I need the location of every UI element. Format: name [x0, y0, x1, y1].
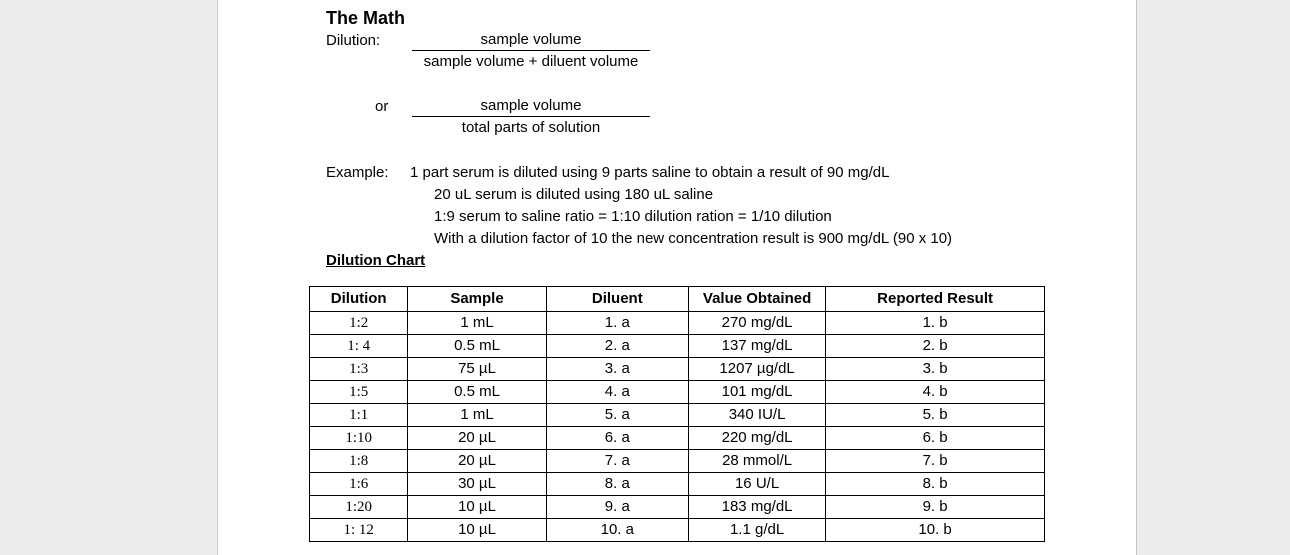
cell-reported-result: 4. b	[826, 381, 1045, 404]
cell-reported-result: 1. b	[826, 312, 1045, 335]
cell-value-obtained: 1.1 g/dL	[689, 519, 826, 542]
table-row	[310, 381, 1045, 404]
cell-dilution: 1:5	[310, 381, 408, 404]
table-row	[310, 450, 1045, 473]
or-label: or	[375, 98, 389, 115]
cell-dilution: 1:1	[310, 404, 408, 427]
header-value-obtained: Value Obtained	[689, 287, 826, 312]
cell-sample: 20 µL	[408, 450, 546, 473]
cell-reported-result: 10. b	[826, 519, 1045, 542]
cell-value-obtained: 16 U/L	[689, 473, 826, 496]
cell-reported-result: 8. b	[826, 473, 1045, 496]
example-line-4: With a dilution factor of 10 the new concentration result is 900 mg/dL (90 x 10)	[434, 230, 953, 247]
table-row	[310, 519, 1045, 542]
cell-diluent: 9. a	[546, 496, 688, 519]
cell-sample: 10 µL	[408, 496, 546, 519]
cell-reported-result: 5. b	[826, 404, 1045, 427]
example-line-2: 20 uL serum is diluted using 180 uL saline	[434, 186, 714, 203]
cell-value-obtained: 270 mg/dL	[689, 312, 826, 335]
cell-diluent: 1. a	[546, 312, 688, 335]
cell-dilution: 1: 4	[310, 335, 408, 358]
example-line-3: 1:9 serum to saline ratio = 1:10 dilution ration = 1/10 dilution	[434, 208, 832, 225]
dilution-label: Dilution:	[326, 32, 381, 49]
table-row	[310, 312, 1045, 335]
cell-dilution: 1:10	[310, 427, 408, 450]
dilution-numerator: sample volume	[412, 30, 650, 51]
alt-numerator: sample volume	[412, 96, 650, 117]
cell-sample: 1 mL	[408, 404, 546, 427]
table-row	[310, 427, 1045, 450]
cell-sample: 0.5 mL	[408, 381, 546, 404]
cell-diluent: 2. a	[546, 335, 688, 358]
alt-denominator: total parts of solution	[461, 119, 601, 136]
section-title: The Math	[326, 8, 405, 28]
table-row	[310, 496, 1045, 519]
cell-reported-result: 9. b	[826, 496, 1045, 519]
alt-fraction	[412, 96, 650, 139]
cell-sample: 20 µL	[408, 427, 546, 450]
cell-reported-result: 3. b	[826, 358, 1045, 381]
cell-dilution: 1:2	[310, 312, 408, 335]
cell-sample: 75 µL	[408, 358, 546, 381]
cell-value-obtained: 183 mg/dL	[689, 496, 826, 519]
cell-dilution: 1: 12	[310, 519, 408, 542]
cell-reported-result: 7. b	[826, 450, 1045, 473]
cell-sample: 30 µL	[408, 473, 546, 496]
document-page	[217, 0, 1137, 555]
cell-reported-result: 6. b	[826, 427, 1045, 450]
cell-value-obtained: 1207 µg/dL	[689, 358, 826, 381]
dilution-chart-heading: Dilution Chart	[326, 252, 426, 269]
header-dilution: Dilution	[310, 287, 408, 312]
header-sample: Sample	[408, 287, 546, 312]
cell-diluent: 8. a	[546, 473, 688, 496]
dilution-fraction	[412, 30, 650, 73]
cell-value-obtained: 137 mg/dL	[689, 335, 826, 358]
cell-value-obtained: 101 mg/dL	[689, 381, 826, 404]
table-row	[310, 404, 1045, 427]
cell-dilution: 1:20	[310, 496, 408, 519]
dilution-table	[309, 286, 1045, 542]
cell-value-obtained: 220 mg/dL	[689, 427, 826, 450]
dilution-denominator: sample volume + diluent volume	[423, 53, 639, 70]
header-reported-result: Reported Result	[826, 287, 1045, 312]
table-row	[310, 473, 1045, 496]
cell-diluent: 10. a	[546, 519, 688, 542]
cell-value-obtained: 28 mmol/L	[689, 450, 826, 473]
cell-sample: 0.5 mL	[408, 335, 546, 358]
example-label: Example:	[326, 164, 389, 181]
cell-diluent: 5. a	[546, 404, 688, 427]
table-header-row	[310, 287, 1045, 312]
cell-value-obtained: 340 IU/L	[689, 404, 826, 427]
table-row	[310, 358, 1045, 381]
header-diluent: Diluent	[546, 287, 688, 312]
cell-dilution: 1:8	[310, 450, 408, 473]
cell-sample: 1 mL	[408, 312, 546, 335]
table-row	[310, 335, 1045, 358]
cell-reported-result: 2. b	[826, 335, 1045, 358]
cell-dilution: 1:3	[310, 358, 408, 381]
cell-diluent: 6. a	[546, 427, 688, 450]
example-line-1: 1 part serum is diluted using 9 parts saline to obtain a result of 90 mg/dL	[410, 164, 890, 181]
cell-diluent: 4. a	[546, 381, 688, 404]
cell-diluent: 3. a	[546, 358, 688, 381]
cell-sample: 10 µL	[408, 519, 546, 542]
cell-diluent: 7. a	[546, 450, 688, 473]
cell-dilution: 1:6	[310, 473, 408, 496]
